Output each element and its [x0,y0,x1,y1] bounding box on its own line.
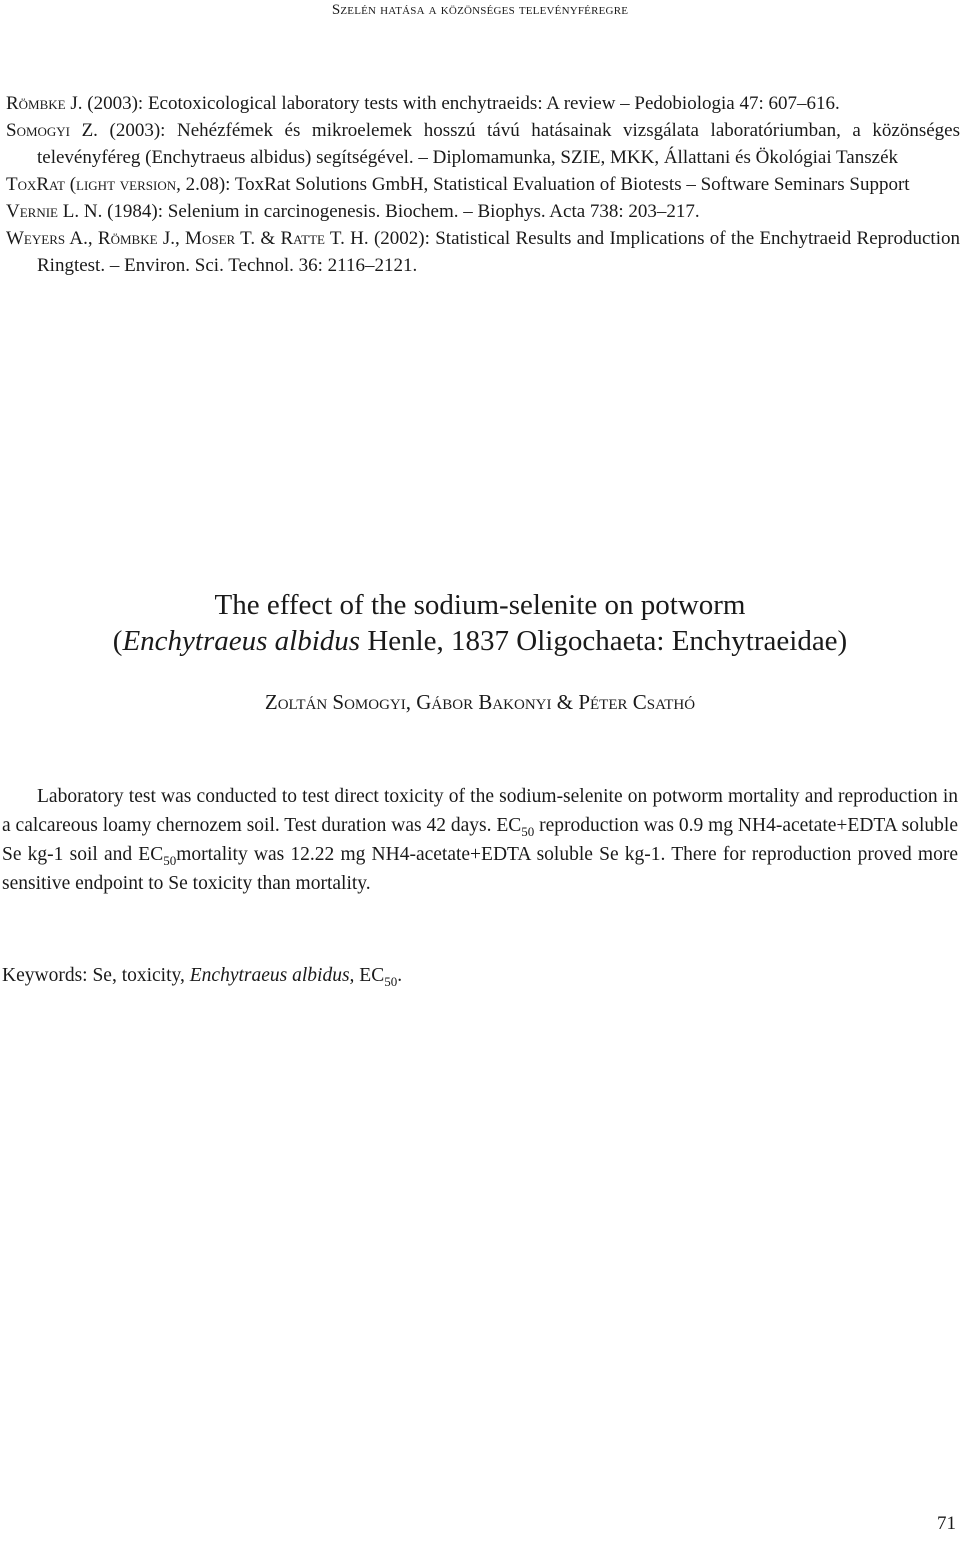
reference-item [6,225,960,279]
article-authors: Zoltán Somogyi, Gábor Bakonyi & Péter Csathó [264,690,696,714]
reference-text: 2.08): ToxRat Solutions GmbH, Statistical Evaluation of Biotests – Software Seminars Support [180,174,910,195]
keywords: Keywords: Se, toxicity, Enchytraeus albidus, $EC_{50}$. [2,965,403,989]
reference-author: Vernie L. N. [6,201,103,222]
reference-author: Römbke J. [6,93,83,114]
reference-item [6,90,960,117]
reference-author: ToxRat (light version, [6,174,181,195]
title-line-2: (Enchytraeus albidus Henle, 1837 Oligochaeta: Enchytraeidae) [112,625,848,657]
reference-text: (2003): Nehézfémek és mikroelemek hosszú távú hatásainak vizsgálata laboratóriumban, a közönséges televényféreg (Enchytraeus albidus) segítségével. – Diplomamunka, SZIE, MKK, Állattani és Ökológiai Tanszék [37,120,960,168]
page-number: 71 [937,1513,956,1534]
keyword-species: Enchytraeus albidus, [189,965,355,986]
abstract: Laboratory test was conducted to test direct toxicity of the sodium-selenite on potworm mortality and reproduction in a calcareous loamy chernozem soil. Test duration was 42 days. $EC_{50}$ reproduction was 0.9 mg NH4-acetate+EDTA soluble Se kg-1 soil and $EC_{50}mortality$ was 12.22 mg NH4-acetate+EDTA soluble Se kg-1. There for reproduction proved more sensitive endpoint to Se toxicity than mortality. [2,786,958,894]
reference-item [6,117,960,171]
reference-author: Weyers A., Römbke J., Moser T. & Ratte T. H. [6,228,369,249]
running-header: Szelén hatása a közönséges televényféregre [331,2,629,18]
article-title [0,587,960,659]
reference-author: Somogyi Z. [6,120,98,141]
title-species: Enchytraeus albidus [122,625,361,657]
reference-text: (2003): Ecotoxicological laboratory tests with enchytraeids: A review – Pedobiologia 47: 607–616. [82,93,840,114]
reference-item [6,171,960,198]
reference-text: (1984): Selenium in carcinogenesis. Biochem. – Biophys. Acta 738: 203–217. [102,201,700,222]
reference-text: (2002): Statistical Results and Implications of the Enchytraeid Reproduction Ringtest. – Environ. Sci. Technol. 36: 2116–2121. [37,228,960,276]
reference-item [6,198,960,225]
title-line-1: The effect of the sodium-selenite on potworm [214,589,746,621]
reference-list [6,90,960,279]
